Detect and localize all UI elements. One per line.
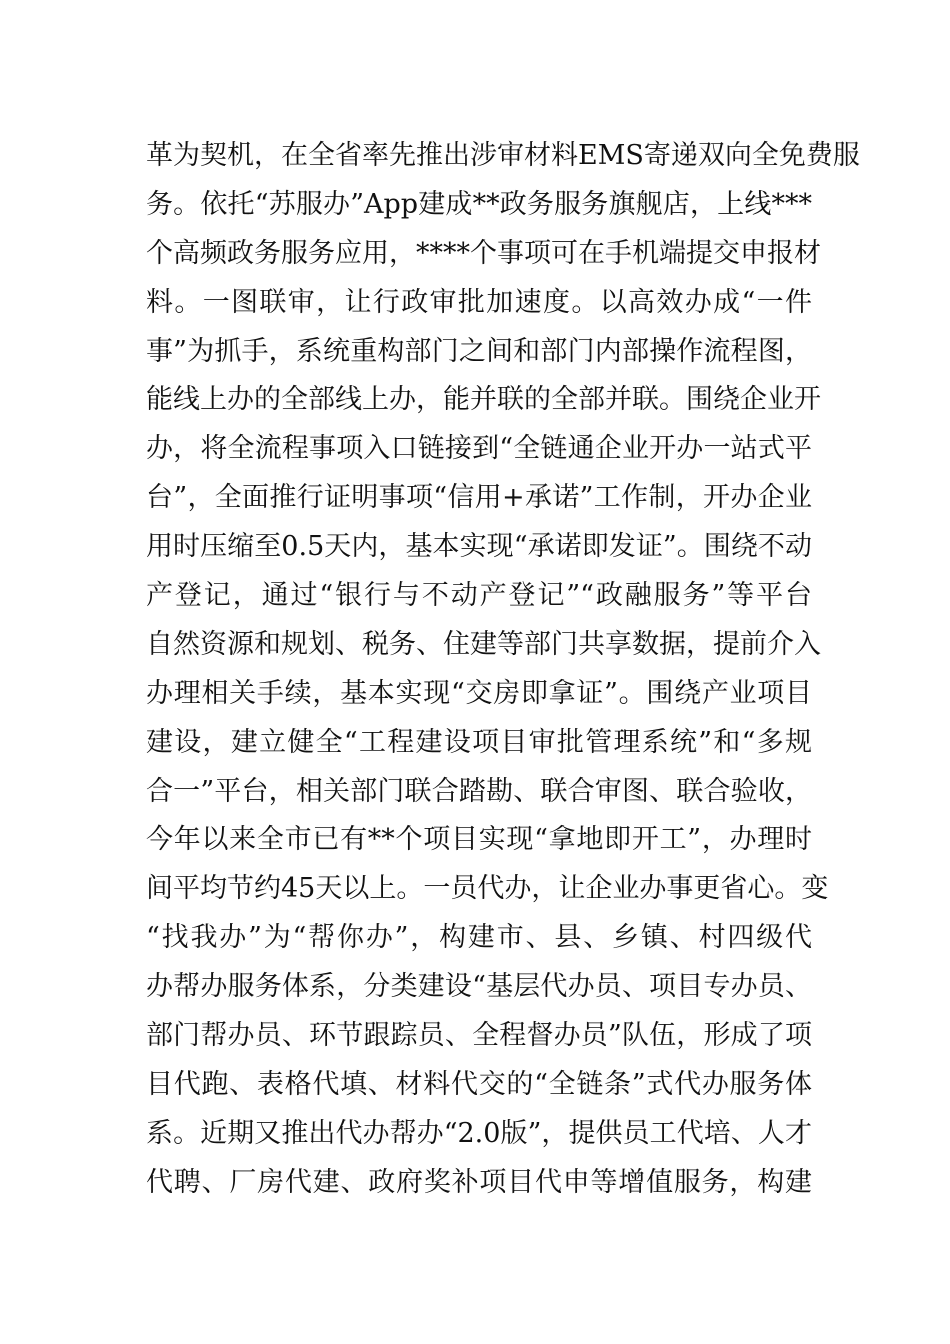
text-line: 能线上办的全部线上办，能并联的全部并联。围绕企业开: [146, 384, 821, 416]
text-line: 办理相关手续，基本实现“交房即拿证”。围绕产业项目: [146, 677, 812, 709]
text-line: “找我办”为“帮你办”，构建市、县、乡镇、村四级代: [146, 922, 812, 954]
text-line: 革为契机，在全省率先推出涉审材料EMS寄递双向全免费服: [146, 140, 860, 171]
text-line: 产登记，通过“银行与不动产登记”“政融服务”等平台: [146, 580, 812, 612]
text-line: 务。依托“苏服办”App建成**政务服务旗舰店，上线***: [146, 188, 812, 220]
text-line: 代聘、厂房代建、政府奖补项目代申等增值服务，构建: [146, 1166, 812, 1198]
text-line: 用时压缩至0.5天内，基本实现“承诺即发证”。围绕不动: [146, 531, 812, 563]
text-line: 系。近期又推出代办帮办“2.0版”，提供员工代培、人才: [146, 1117, 812, 1149]
text-line: 今年以来全市已有**个项目实现“拿地即开工”，办理时: [146, 824, 812, 856]
text-line: 办帮办服务体系，分类建设“基层代办员、项目专办员、: [146, 971, 812, 1003]
text-line: 间平均节约45天以上。一员代办，让企业办事更省心。变: [146, 873, 829, 905]
text-line: 部门帮办员、环节跟踪员、全程督办员”队伍，形成了项: [146, 1020, 812, 1052]
text-line: 合一”平台，相关部门联合踏勘、联合审图、联合验收，: [146, 775, 812, 807]
body-text: [146, 132, 860, 1208]
text-line: 事”为抓手，系统重构部门之间和部门内部操作流程图，: [146, 335, 812, 367]
text-line: 目代跑、表格代填、材料代交的“全链条”式代办服务体: [146, 1068, 812, 1100]
text-line: 办，将全流程事项入口链接到“全链通企业开办一站式平: [146, 433, 812, 465]
text-line: 自然资源和规划、税务、住建等部门共享数据，提前介入: [146, 628, 821, 660]
text-line: 建设，建立健全“工程建设项目审批管理系统”和“多规: [146, 726, 812, 758]
text-line: 料。一图联审，让行政审批加速度。以高效办成“一件: [146, 286, 812, 318]
text-line: 台”，全面推行证明事项“信用+承诺”工作制，开办企业: [146, 482, 812, 514]
text-line: 个高频政务服务应用，****个事项可在手机端提交申报材: [146, 237, 821, 269]
